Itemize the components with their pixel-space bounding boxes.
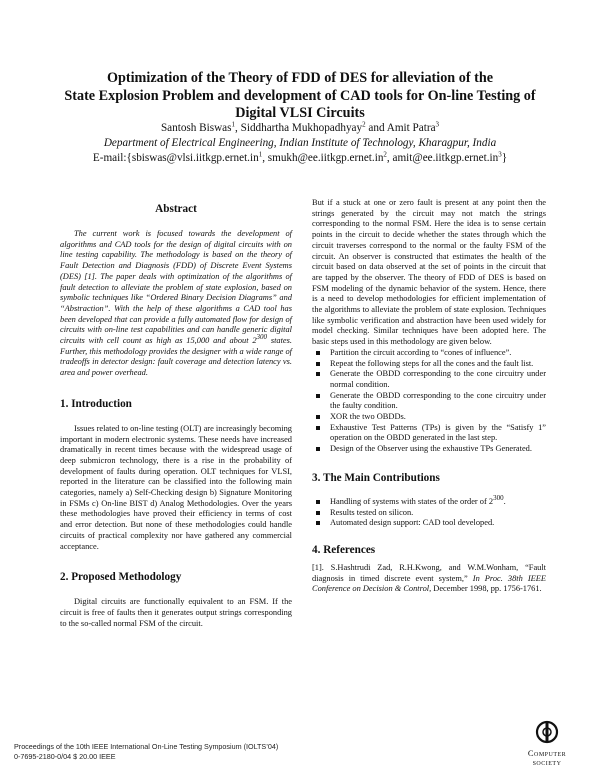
- methodology-continued: But if a stuck at one or zero fault is present at any point then the strings generated by the circuit may not match the strings corresponding to the normal FSM. Here the idea is to sense certain points in the circuit to decide whether the states through which the circuit traverses correspond to the normal or the faulty FSM of the circuit. An observer is constructed that estimates the health of the circuit based on data observed at the set of points in the circuit that are tapped by the observer. The theory of FDD of DES is based on FSM modeling of the dynamic behavior of the system. Hence, there is a need to develop methodologies for efficient implementation of the algorithms to alleviate the problem of state explosion. Techniques like symbolic verification and abstraction have been used widely for model checking. Similar techniques have been adopted here. The basic steps used in this methodology are given below.: [312, 198, 546, 347]
- email-3: amit@ee.iitkgp.ernet.in: [392, 152, 499, 164]
- abstract-text-b: states. Further, this methodology provides the designer with a wide range of tradeoffs in detector design: fault coverage and detection latency vs. area and power overhead.: [60, 336, 292, 378]
- reference-1-date: , December 1998, pp. 1756-1761.: [429, 584, 542, 594]
- methodology-heading: 2. Proposed Methodology: [60, 571, 182, 584]
- computer-society-emblem-icon: [534, 720, 560, 744]
- email-2: smukh@ee.iitkgp.ernet.in: [267, 152, 384, 164]
- list-item: Repeat the following steps for all the cones and the fault list.: [312, 359, 546, 370]
- department: Department of Electrical Engineering, Indian Institute of Technology, Kharagpur, India: [103, 137, 497, 149]
- email-3-sup: 3: [498, 150, 502, 159]
- list-item: Exhaustive Test Patterns (TPs) is given by the “Satisfy 1” operation on the OBDD generated in the last step.: [312, 423, 546, 444]
- footer-isbn: 0-7695-2180-0/04 $ 20.00 IEEE: [14, 751, 116, 761]
- author-2: Siddhartha Mukhopadhyay: [240, 122, 363, 134]
- contributions-heading: 3. The Main Contributions: [312, 471, 440, 484]
- reference-1-venue: In Proc. 38th IEEE Conference on Decision & Control: [312, 573, 546, 594]
- email-line: [40, 151, 560, 166]
- author-sep-2: and: [365, 122, 387, 134]
- list-item: Partition the circuit according to “cones of influence”.: [312, 348, 546, 359]
- email-1-sup: 1: [258, 150, 263, 159]
- list-item: Generate the OBDD corresponding to the cone circuitry under normal condition.: [312, 369, 546, 390]
- list-item: Automated design support: CAD tool developed.: [312, 518, 546, 529]
- paper-title: [40, 70, 560, 123]
- references-heading: 4. References: [312, 543, 376, 556]
- author-3-sup: 3: [435, 120, 440, 129]
- introduction-body: Issues related to on-line testing (OLT) are increasingly becoming important in modern electronic systems. These needs have increased dramatically in recent times because with the widespread usage of deep submicron technology, there is a rise in the probability of development of faults during operation. OLT techniques for VLSI, reported in the literature can be classified into the following main categories, namely a) Self-Checking design b) Signature Monitoring in FSMs c) On-line BIST d) Analog Methodologies. Over the years these methodologies have proved their efficiency in terms of cost and error detection. But none of these methodologies could handle circuits of practical complexity nor have gathered any commercial acceptance.: [60, 423, 292, 551]
- title-line-2: State Explosion Problem and development of CAD tools for On-line Testing of: [64, 87, 536, 104]
- abstract-text-a: The current work is focused towards the development of algorithms and CAD tools for the design of digital circuits with on line testing capability. The methodology is based on the theory of Fault Detection and Diagnosis (FDD) of Discrete Event Systems (DES) [1]. The paper deals with optimization of the algorithms of fault detection to alleviate the problem of state explosion, based on symbolic techniques like “Ordered Binary Decision Diagrams” and “Abstraction”. With the help of these algorithms a CAD tool has been developed that can provide a fully automated flow for design of circuits with on-line test capabilities and can handle generic digital circuits with cell count as high as 15,000 and about 2: [60, 229, 292, 346]
- author-3: Amit Patra: [386, 122, 436, 134]
- list-item: Design of the Observer using the exhaustive TPs Generated.: [312, 444, 546, 455]
- reference-1-authors: [1]. S.Hashtrudi Zad, R.H.Kwong, and W.M.Wonham, “Fault diagnosis in timed discrete event system,”: [312, 562, 546, 583]
- logo-text-line-2: society: [532, 757, 562, 767]
- contribution-1-text: Handling of systems with states of the order of 2: [330, 496, 494, 506]
- list-item: Generate the OBDD corresponding to the cone circuitry under the faulty condition.: [312, 391, 546, 412]
- methodology-body: Digital circuits are functionally equivalent to an FSM. If the circuit is free of faults then it generates output strings corresponding to the so-called normal FSM of the circuit.: [60, 597, 292, 628]
- footer-proceedings: Proceedings of the 10th IEEE International On-Line Testing Symposium (IOLTS’04): [14, 742, 279, 751]
- introduction-heading: 1. Introduction: [60, 397, 132, 410]
- author-names: [40, 121, 560, 136]
- title-line-3: Digital VLSI Circuits: [235, 105, 365, 121]
- list-item: Results tested on silicon.: [312, 508, 546, 519]
- contribution-1-end: .: [503, 496, 506, 506]
- steps-list: [312, 348, 546, 455]
- logo-text-line-1: Computer: [527, 748, 567, 758]
- list-item: [312, 494, 546, 508]
- author-1-sup: 1: [231, 120, 236, 129]
- title-line-1: Optimization of the Theory of FDD of DES for alleviation of the: [106, 70, 494, 86]
- abstract-sup: 300: [256, 333, 268, 342]
- author-sep-1: ,: [235, 122, 241, 134]
- contribution-1-sup: 300: [493, 494, 504, 503]
- author-2-sup: 2: [362, 120, 366, 129]
- author-block: [40, 121, 560, 166]
- email-2-sup: 2: [383, 150, 387, 159]
- reference-1: [312, 563, 546, 595]
- email-suffix: }: [501, 152, 508, 164]
- email-1: sbiswas@vlsi.iitkgp.ernet.in: [131, 152, 259, 164]
- right-column: [312, 198, 546, 595]
- abstract-body: [60, 229, 292, 379]
- list-item: XOR the two OBDDs.: [312, 412, 546, 423]
- left-column: [60, 198, 292, 629]
- page-footer: [14, 742, 414, 761]
- email-sep-1: ,: [262, 152, 268, 164]
- email-sep-2: ,: [386, 152, 393, 164]
- computer-society-logo: [512, 720, 582, 770]
- contributions-list: [312, 494, 546, 529]
- abstract-heading: Abstract: [155, 203, 197, 215]
- email-prefix: E-mail:{: [92, 152, 132, 164]
- author-1: Santosh Biswas: [160, 122, 232, 134]
